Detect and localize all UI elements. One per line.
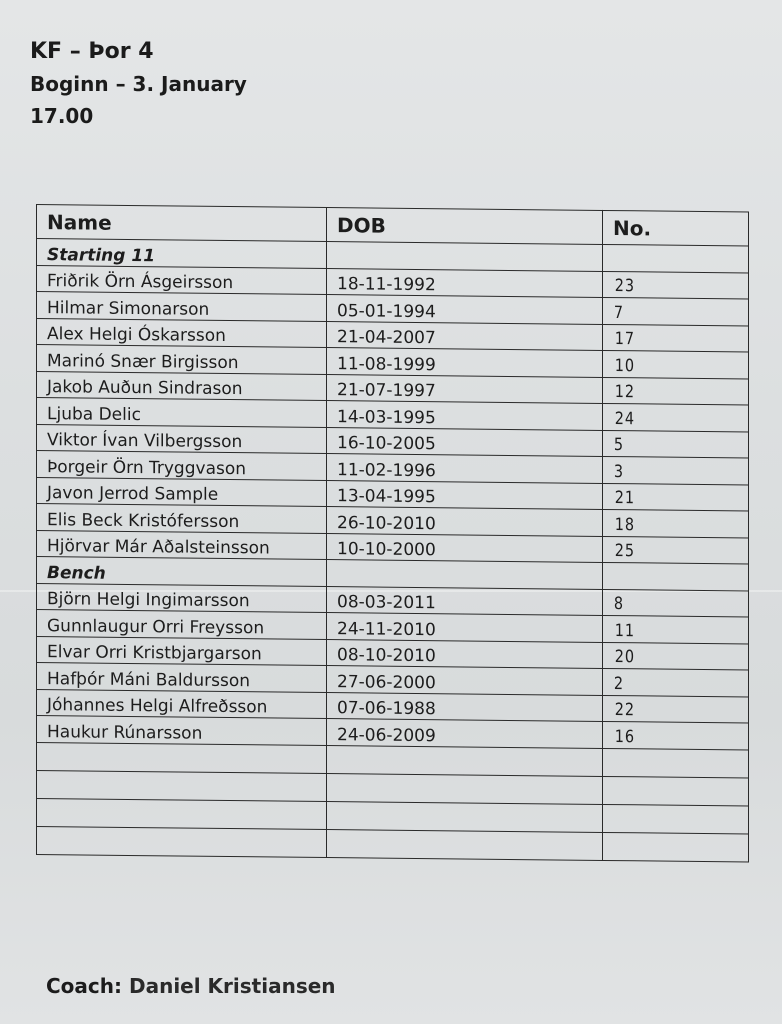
player-dob: 10-10-2000 [327, 533, 603, 562]
player-dob: 14-03-1995 [327, 401, 603, 430]
shirt-number: 5 [603, 430, 749, 458]
empty-cell [327, 773, 603, 804]
roster-table-wrapper [36, 204, 748, 862]
empty-cell [327, 560, 603, 589]
player-name: Viktor Ívan Vilbergsson [37, 424, 327, 454]
empty-cell [37, 742, 327, 773]
coach-line [46, 974, 336, 998]
column-header-dob: DOB [327, 208, 603, 245]
coach-name: Daniel Kristiansen [128, 974, 336, 998]
shirt-number: 17 [603, 324, 749, 352]
empty-cell [327, 242, 603, 271]
player-name: Ljuba Delic [37, 398, 327, 428]
shirt-number: 24 [603, 403, 749, 431]
player-name: Gunnlaugur Orri Freysson [37, 610, 327, 640]
player-dob: 08-10-2010 [327, 639, 603, 668]
empty-cell [603, 562, 749, 590]
column-header-name: Name [37, 205, 327, 242]
player-name: Jakob Auðun Sindrason [37, 371, 327, 401]
coach-label: Coach: [46, 974, 123, 998]
player-name: Hilmar Simonarson [37, 292, 327, 322]
player-name: Javon Jerrod Sample [37, 477, 327, 507]
player-dob: 27-06-2000 [327, 666, 603, 695]
empty-cell [603, 748, 749, 778]
section-label-starting: Starting 11 [37, 239, 327, 269]
empty-cell [603, 832, 749, 862]
empty-cell [37, 798, 327, 829]
player-name: Hafþór Máni Baldursson [37, 663, 327, 693]
shirt-number: 21 [603, 483, 749, 511]
shirt-number: 25 [603, 536, 749, 564]
kickoff-time: 17.00 [30, 104, 94, 128]
player-dob: 11-02-1996 [327, 454, 603, 483]
player-name: Björn Helgi Ingimarsson [37, 583, 327, 613]
empty-cell [603, 776, 749, 806]
empty-cell [327, 801, 603, 832]
shirt-number: 16 [603, 721, 749, 749]
empty-cell [327, 829, 603, 860]
shirt-number: 11 [603, 615, 749, 643]
player-name: Haukur Rúnarsson [37, 716, 327, 746]
player-name: Jóhannes Helgi Alfreðsson [37, 689, 327, 719]
shirt-number: 10 [603, 350, 749, 378]
column-header-number: No. [603, 210, 749, 246]
player-dob: 07-06-1988 [327, 692, 603, 721]
player-dob: 21-07-1997 [327, 374, 603, 403]
player-dob: 05-01-1994 [327, 295, 603, 324]
empty-cell [327, 745, 603, 776]
player-dob: 16-10-2005 [327, 427, 603, 456]
player-dob: 08-03-2011 [327, 586, 603, 615]
player-dob: 21-04-2007 [327, 321, 603, 350]
player-name: Friðrik Örn Ásgeirsson [37, 265, 327, 295]
empty-cell [603, 804, 749, 834]
venue-date: Boginn – 3. January [30, 72, 247, 96]
player-name: Elvar Orri Kristbjargarson [37, 636, 327, 666]
player-dob: 24-06-2009 [327, 719, 603, 748]
shirt-number: 8 [603, 589, 749, 617]
shirt-number: 12 [603, 377, 749, 405]
player-name: Þorgeir Örn Tryggvason [37, 451, 327, 481]
shirt-number: 20 [603, 642, 749, 670]
player-dob: 26-10-2010 [327, 507, 603, 536]
shirt-number: 7 [603, 297, 749, 325]
player-dob: 11-08-1999 [327, 348, 603, 377]
shirt-number: 22 [603, 695, 749, 723]
player-dob: 24-11-2010 [327, 613, 603, 642]
shirt-number: 18 [603, 509, 749, 537]
player-dob: 18-11-1992 [327, 268, 603, 297]
empty-cell [603, 244, 749, 272]
match-header [30, 36, 247, 132]
player-dob: 13-04-1995 [327, 480, 603, 509]
empty-cell [37, 826, 327, 857]
shirt-number: 23 [603, 271, 749, 299]
empty-cell [37, 770, 327, 801]
roster-table [36, 204, 749, 862]
shirt-number: 3 [603, 456, 749, 484]
player-name: Hjörvar Már Aðalsteinsson [37, 530, 327, 560]
player-name: Elis Beck Kristófersson [37, 504, 327, 534]
match-title: KF – Þor 4 [30, 39, 154, 64]
player-name: Marinó Snær Birgisson [37, 345, 327, 375]
section-label-bench: Bench [37, 557, 327, 587]
shirt-number: 2 [603, 668, 749, 696]
player-name: Alex Helgi Óskarsson [37, 318, 327, 348]
